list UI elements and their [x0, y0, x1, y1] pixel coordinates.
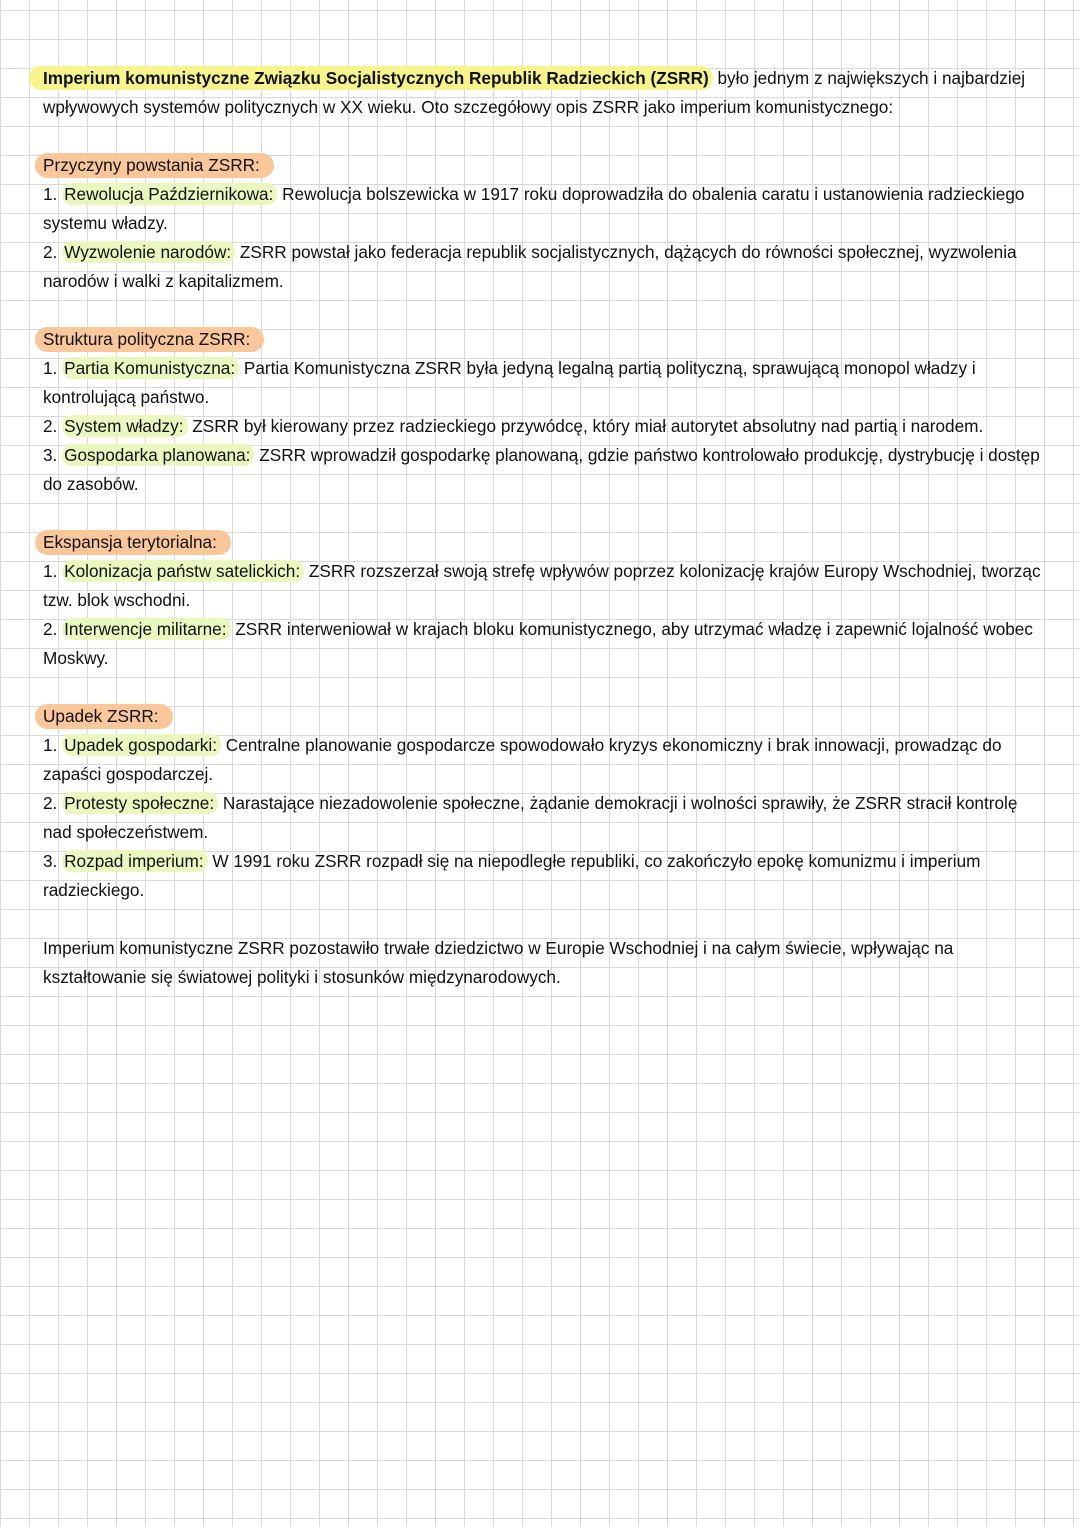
item-number: 3.	[43, 445, 58, 465]
conclusion-paragraph: Imperium komunistyczne ZSRR pozostawiło trwałe dziedzictwo w Europie Wschodniej i na całym świecie, wpływając na kształtowanie się światowej polityki i stosunków międzynarodowych.	[43, 938, 954, 987]
section-heading: Ekspansja terytorialna:	[35, 530, 231, 555]
section-heading: Struktura polityczna ZSRR:	[35, 327, 264, 352]
item-text: ZSRR wprowadził gospodarkę planowaną, gdzie państwo kontrolowało produkcję, dystrybucję i dostęp do zasobów.	[43, 445, 1040, 494]
item-term: Upadek gospodarki:	[62, 734, 221, 756]
item-term: Gospodarka planowana:	[62, 444, 254, 466]
item-number: 1.	[43, 184, 58, 204]
list-item	[43, 557, 1043, 615]
item-text: ZSRR był kierowany przez radzieckiego przywódcę, który miał autorytet absolutny nad partią i narodem.	[187, 416, 984, 436]
intro-paragraph	[43, 64, 1043, 122]
list-item	[43, 354, 1043, 412]
item-term: Rewolucja Październikowa:	[62, 183, 277, 205]
item-number: 2.	[43, 793, 58, 813]
item-term: Interwencje militarne:	[62, 618, 230, 640]
section-przyczyny	[43, 151, 1043, 296]
item-term: Protesty społeczne:	[62, 792, 218, 814]
item-text: Partia Komunistyczna ZSRR była jedyną legalną partią polityczną, sprawującą monopol władzy i kontrolującą państwo.	[43, 358, 976, 407]
item-number: 2.	[43, 416, 58, 436]
item-term: System władzy:	[62, 415, 187, 437]
item-term: Rozpad imperium:	[62, 850, 207, 872]
item-text: Narastające niezadowolenie społeczne, żądanie demokracji i wolności sprawiły, że ZSRR stracił kontrolę nad społeczeństwem.	[43, 793, 1018, 842]
item-number: 1.	[43, 735, 58, 755]
section-struktura	[43, 325, 1043, 499]
item-number: 2.	[43, 242, 58, 262]
list-item	[43, 441, 1043, 499]
item-number: 2.	[43, 619, 58, 639]
section-heading: Przyczyny powstania ZSRR:	[35, 153, 274, 178]
list-item	[43, 731, 1043, 789]
item-number: 1.	[43, 358, 58, 378]
item-text: ZSRR interweniował w krajach bloku komunistycznego, aby utrzymać władzę i zapewnić lojalność wobec Moskwy.	[43, 619, 1033, 668]
section-ekspansja	[43, 528, 1043, 673]
list-item	[43, 789, 1043, 847]
intro-text: było jednym z największych i najbardziej wpływowych systemów politycznych w XX wieku. Oto szczegółowy opis ZSRR jako imperium komunistycznego:	[43, 68, 1026, 117]
item-text: W 1991 roku ZSRR rozpadł się na niepodległe republiki, co zakończyło epokę komunizmu i imperium radzieckiego.	[43, 851, 981, 900]
list-item	[43, 412, 1043, 441]
item-number: 1.	[43, 561, 58, 581]
item-text: Centralne planowanie gospodarcze spowodowało kryzys ekonomiczny i brak innowacji, prowadząc do zapaści gospodarczej.	[43, 735, 1002, 784]
item-term: Partia Komunistyczna:	[62, 357, 239, 379]
list-item	[43, 238, 1043, 296]
list-item	[43, 180, 1043, 238]
item-number: 3.	[43, 851, 58, 871]
item-text: ZSRR rozszerzał swoją strefę wpływów poprzez kolonizację krajów Europy Wschodniej, tworząc tzw. blok wschodni.	[43, 561, 1041, 610]
item-term: Wyzwolenie narodów:	[62, 241, 235, 263]
item-text: Rewolucja bolszewicka w 1917 roku doprowadziła do obalenia caratu i ustanowienia radzieckiego systemu władzy.	[43, 184, 1025, 233]
section-heading: Upadek ZSRR:	[35, 704, 173, 729]
intro-title: Imperium komunistyczne Związku Socjalistycznych Republik Radzieckich (ZSRR)	[29, 66, 713, 90]
item-term: Kolonizacja państw satelickich:	[62, 560, 304, 582]
section-upadek	[43, 702, 1043, 905]
item-text: ZSRR powstał jako federacja republik socjalistycznych, dążących do równości społecznej, wyzwolenia narodów i walki z kapitalizmem.	[43, 242, 1017, 291]
list-item	[43, 615, 1043, 673]
list-item	[43, 847, 1043, 905]
note-document	[43, 64, 1043, 992]
